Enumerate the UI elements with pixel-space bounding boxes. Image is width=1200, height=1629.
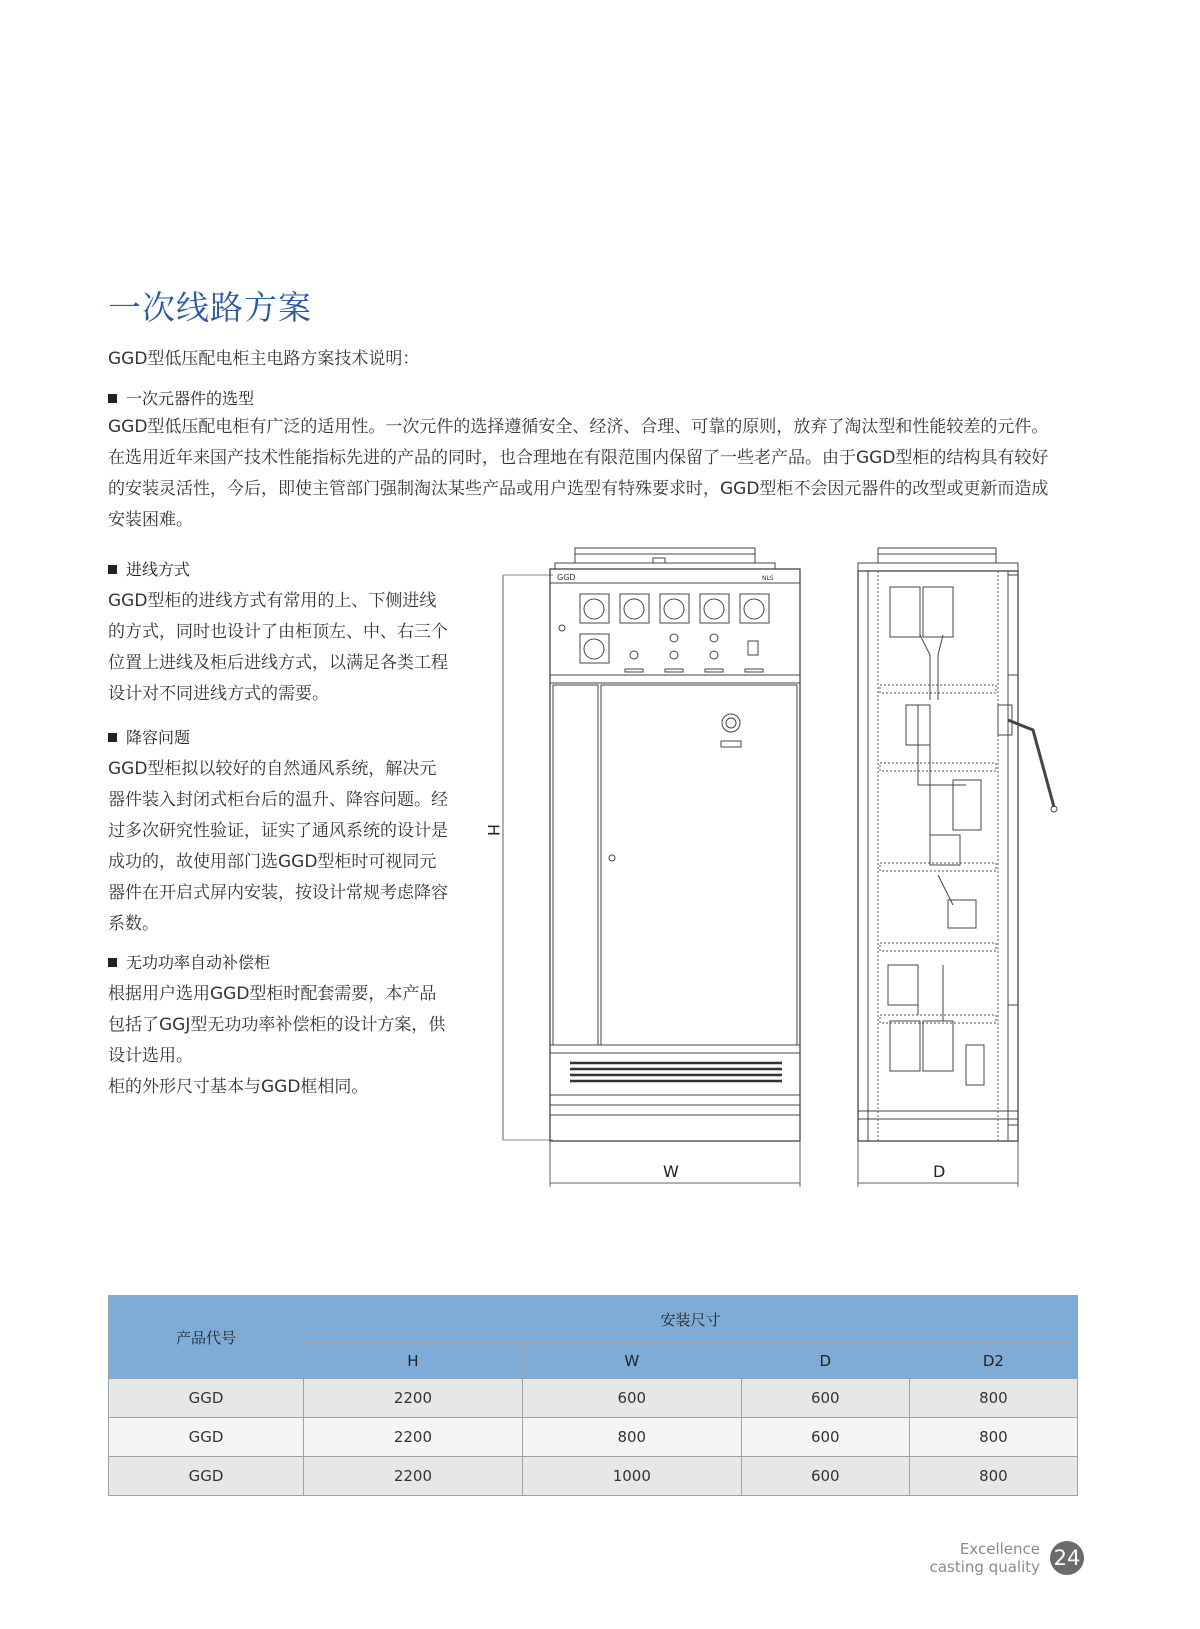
text-line: 的安装灵活性，今后，即使主管部门强制淘汰某些产品或用户选型有特殊要求时，GGD型柜不会因元器件的改型或更新而造成 [108,479,1049,499]
section-text-incoming [108,586,463,710]
section-heading-derating: 降容问题 [108,725,190,748]
col-header-d2: D2 [909,1343,1077,1379]
text-line: 在选用近年来国产技术性能指标先进的产品的同时，也合理地在有限范围内保留了一些老产品。由于GGD型柜的结构具有较好 [108,448,1049,468]
bullet-square-icon [108,394,117,403]
section-text-compensation [108,979,463,1103]
section-heading-incoming: 进线方式 [108,557,190,580]
text-line: 器件装入封闭式柜台后的温升、降容问题。经 [108,790,448,810]
cabinet-front-view-drawing [484,545,825,1185]
table-cell: 600 [741,1379,909,1418]
section-heading-compensation: 无功功率自动补偿柜 [108,950,270,973]
meter-row-top [580,594,769,623]
front-sub-label: NLS [762,575,774,582]
dimensions-table [108,1295,1078,1496]
bullet-square-icon [108,733,117,742]
section-text-derating [108,754,463,940]
table-cell: GGD [109,1457,304,1496]
cabinet-side-view-drawing [858,545,1078,1185]
table-cell: 800 [909,1457,1077,1496]
text-line: 柜的外形尺寸基本与GGD框相同。 [108,1077,369,1097]
text-line: GGD型柜的进线方式有常用的上、下侧进线 [108,591,437,611]
dim-w-label: W [663,1162,679,1181]
footer-line-2: casting quality [929,1558,1040,1576]
text-line: 包括了GGJ型无功功率补偿柜的设计方案，供 [108,1015,446,1035]
table-row [109,1457,1078,1496]
ventilation-grille [570,1063,782,1081]
table-cell: 800 [909,1418,1077,1457]
text-line: 成功的，故使用部门选GGD型柜时可视同元 [108,852,437,872]
text-line: 设计选用。 [108,1046,193,1066]
table-cell: 600 [741,1418,909,1457]
bullet-square-icon [108,958,117,967]
text-line: 的方式，同时也设计了由柜顶左、中、右三个 [108,622,448,642]
table-cell: 2200 [304,1457,523,1496]
bullet-square-icon [108,565,117,574]
front-label: GGD [557,573,576,582]
text-line: 位置上进线及柜后进线方式，以满足各类工程 [108,653,448,673]
table-cell: 800 [909,1379,1077,1418]
col-header-w: W [522,1343,741,1379]
table-cell: 1000 [522,1457,741,1496]
footer-slogan [930,1540,1040,1576]
table-row [109,1418,1078,1457]
table-cell: 600 [522,1379,741,1418]
text-line: 设计对不同进线方式的需要。 [108,684,329,704]
text-line: 根据用户选用GGD型柜时配套需要，本产品 [108,984,437,1004]
text-line: 器件在开启式屏内安装，按设计常规考虑降容 [108,883,448,903]
text-line: 安装困难。 [108,510,193,530]
text-line: GGD型低压配电柜有广泛的适用性。一次元件的选择遵循安全、经济、合理、可靠的原则，放弃了淘汰型和性能较差的元件。 [108,417,1049,437]
table-cell: 2200 [304,1418,523,1457]
table-cell: 800 [522,1418,741,1457]
table-cell: GGD [109,1379,304,1418]
page-number-badge: 24 [1050,1541,1084,1575]
col-header-d: D [741,1343,909,1379]
page-subtitle: GGD型低压配电柜主电路方案技术说明： [108,349,420,369]
col-header-product: 产品代号 [109,1296,304,1379]
table-cell: 2200 [304,1379,523,1418]
footer-line-1: Excellence [959,1540,1040,1558]
table-row [109,1379,1078,1418]
dim-h-label: H [484,824,503,837]
page-title: 一次线路方案 [108,288,312,327]
text-line: 系数。 [108,914,159,934]
section-heading-components: 一次元器件的选型 [108,386,254,409]
table-cell: GGD [109,1418,304,1457]
table-cell: 600 [741,1457,909,1496]
col-header-h: H [304,1343,523,1379]
text-line: 过多次研究性验证，证实了通风系统的设计是 [108,821,448,841]
dim-d-label: D [933,1162,946,1181]
text-line: GGD型柜拟以较好的自然通风系统，解决元 [108,759,437,779]
group-header-install-size: 安装尺寸 [304,1296,1078,1343]
section-text-components [108,412,1088,536]
